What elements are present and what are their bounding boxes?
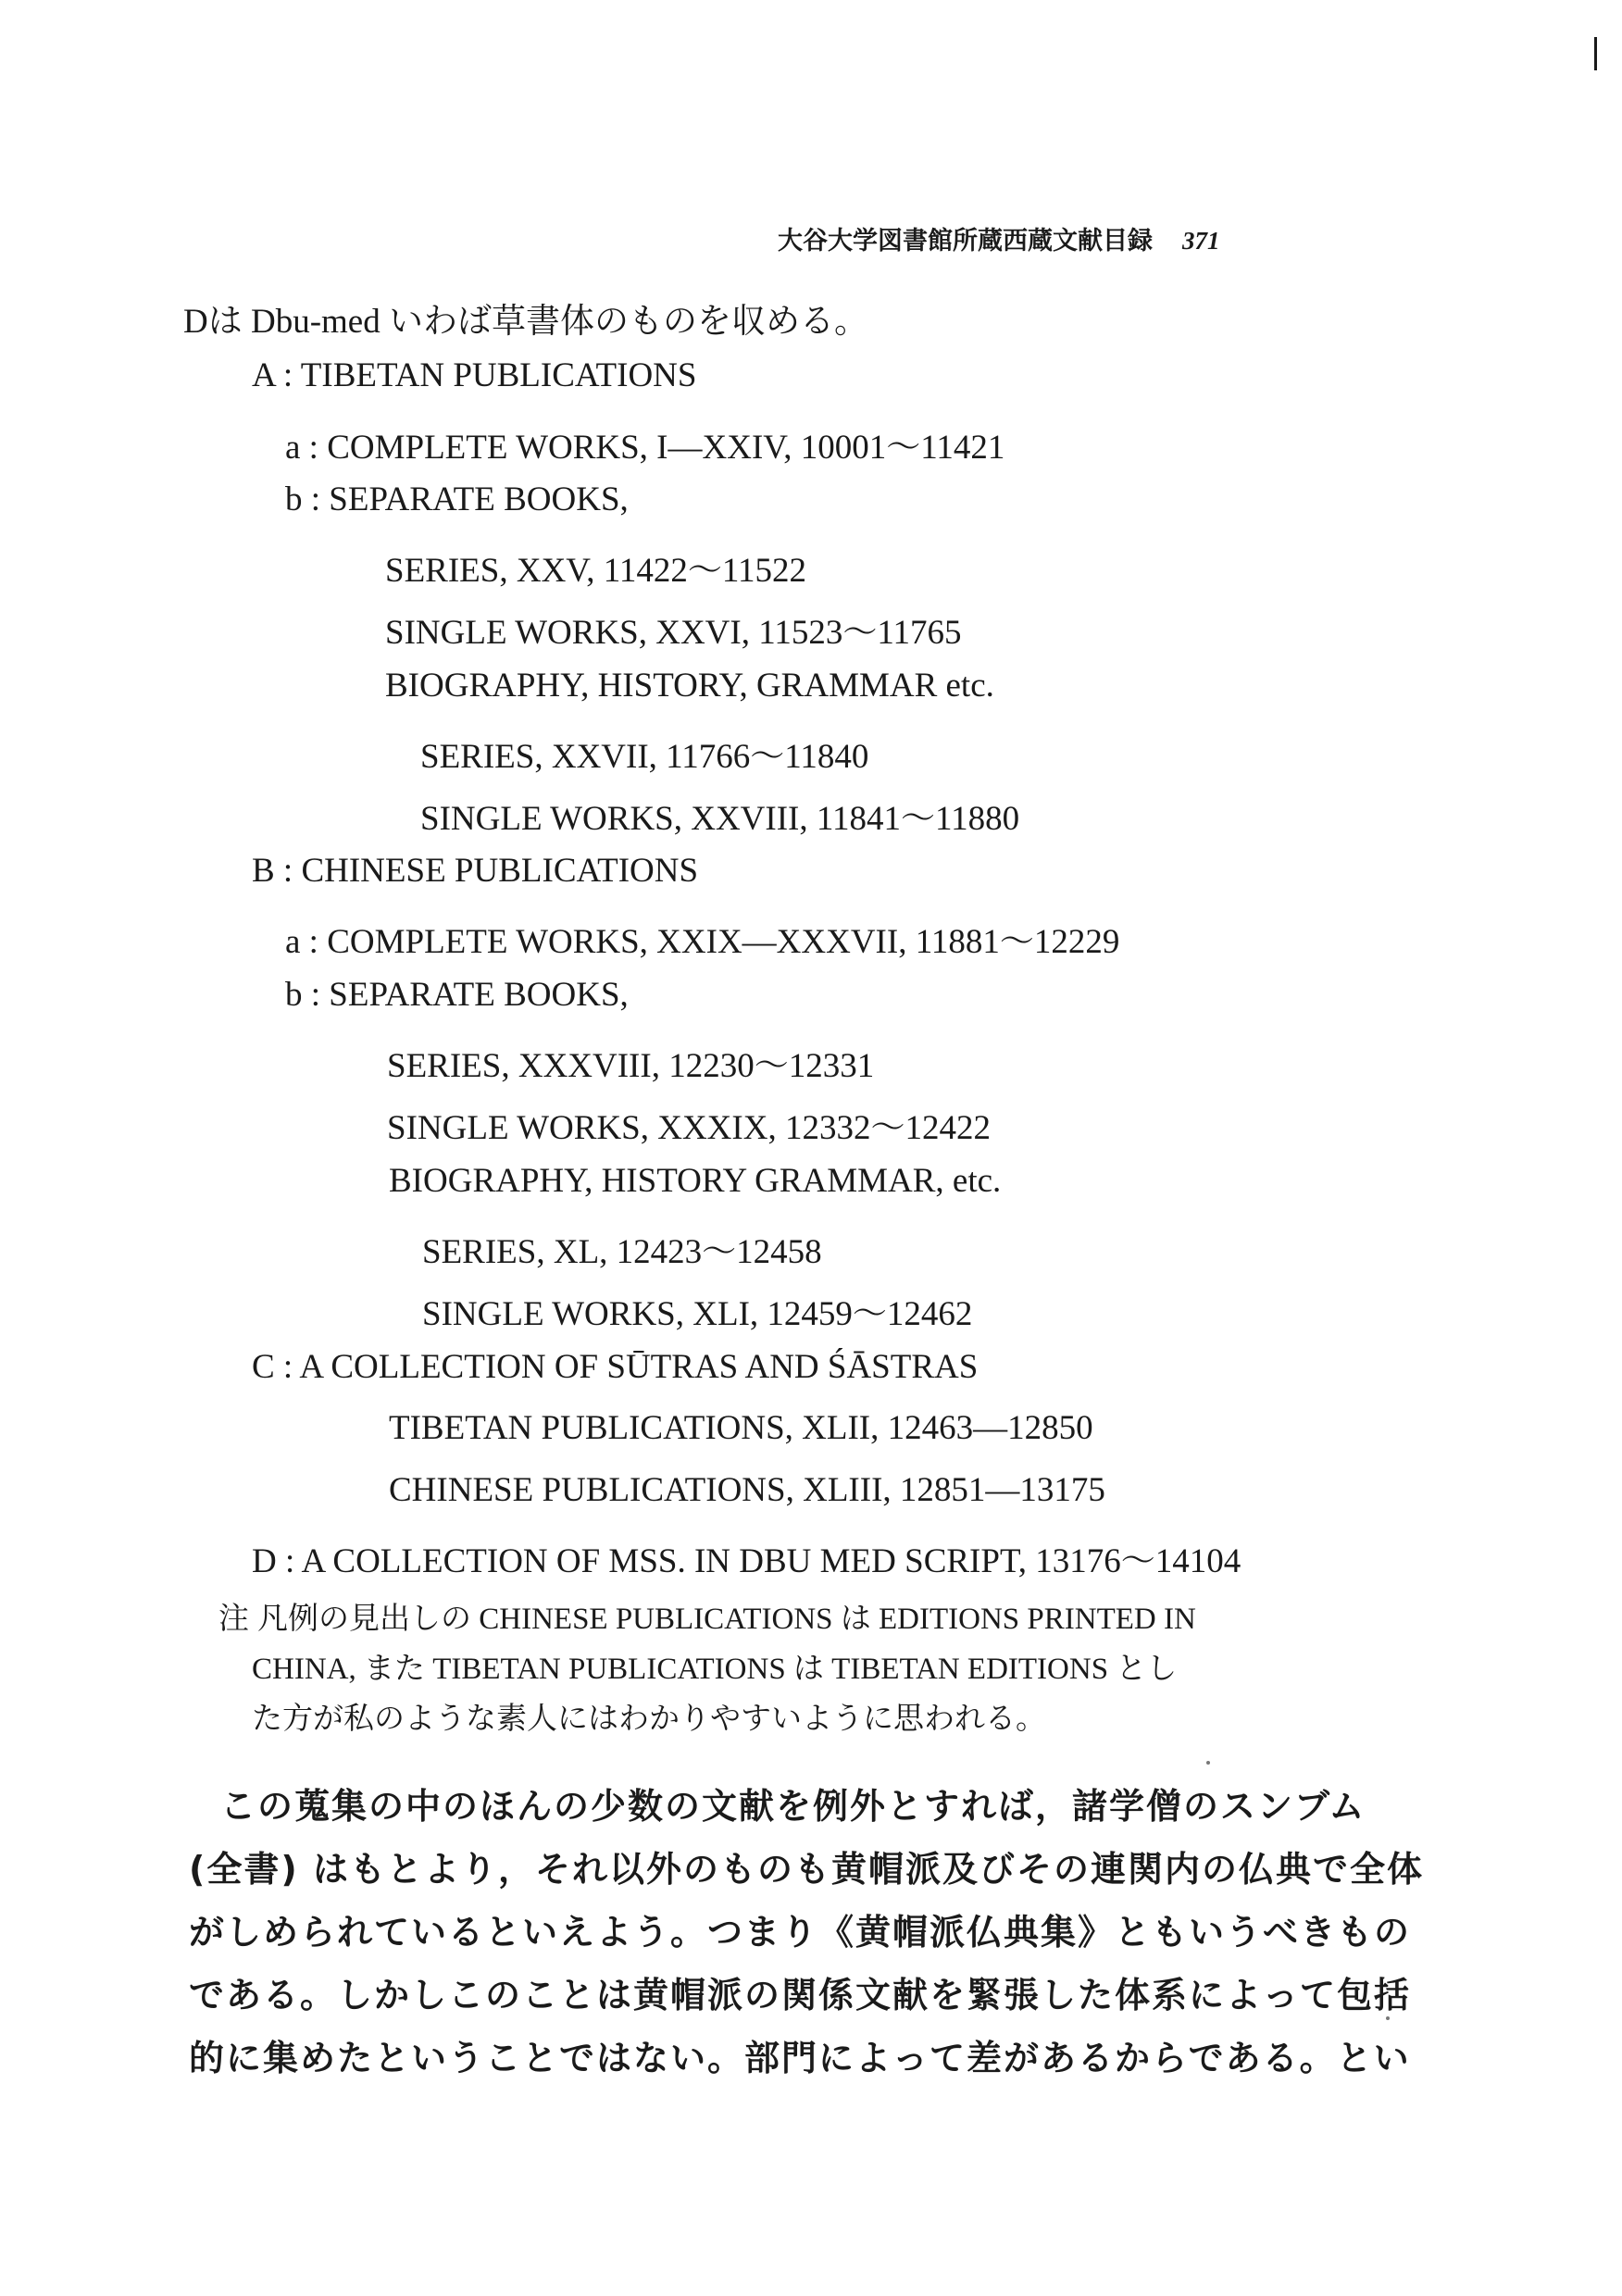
section-a-complete-works: a : COMPLETE WORKS, I—XXIV, 10001～11421 xyxy=(285,429,1005,467)
section-b-bio-series: SERIES, XL, 12423～12458 xyxy=(422,1233,822,1271)
paragraph-line-3: がしめられているといえよう。つまり《黄帽派仏典集》ともいうべきもの xyxy=(189,1912,1412,1953)
note-line-1: 凡例の見出しの CHINESE PUBLICATIONS は EDITIONS PRINTED IN xyxy=(257,1603,1196,1636)
paragraph-line-2: (全書) はもとより，それ以外のものも黄帽派及びその連関内の仏典で全体 xyxy=(189,1849,1424,1890)
note-mark: 注 xyxy=(218,1600,249,1636)
section-c-heading: C : A COLLECTION OF SŪTRAS AND ŚĀSTRAS xyxy=(252,1348,979,1386)
section-b-complete-works: a : COMPLETE WORKS, XXIX—XXXVII, 11881～12229 xyxy=(285,923,1120,961)
section-a-single-works: SINGLE WORKS, XXVI, 11523～11765 xyxy=(385,614,962,652)
speck xyxy=(1386,2016,1390,2020)
header-title: 大谷大学図書館所蔵西蔵文献目録 xyxy=(778,227,1153,256)
note-line-3: た方が私のような素人にはわかりやすいように思われる。 xyxy=(252,1703,1046,1736)
paragraph-line-1: この蒐集の中のほんの少数の文献を例外とすれば，諸学僧のスンブム xyxy=(220,1786,1366,1827)
section-c-chinese: CHINESE PUBLICATIONS, XLIII, 12851—13175 xyxy=(389,1471,1105,1509)
section-b-biography: BIOGRAPHY, HISTORY GRAMMAR, etc. xyxy=(389,1162,1002,1200)
section-a-bio-single-works: SINGLE WORKS, XXVIII, 11841～11880 xyxy=(420,800,1020,838)
intro-line: Dは Dbu-med いわば草書体のものを収める。 xyxy=(183,303,868,341)
running-header xyxy=(778,220,1220,256)
section-b-single-works: SINGLE WORKS, XXXIX, 12332～12422 xyxy=(387,1109,991,1147)
section-a-heading: A : TIBETAN PUBLICATIONS xyxy=(252,356,697,394)
edge-mark xyxy=(1594,37,1597,70)
section-a-biography: BIOGRAPHY, HISTORY, GRAMMAR etc. xyxy=(385,667,994,705)
section-b-series: SERIES, XXXVIII, 12230～12331 xyxy=(387,1047,875,1085)
section-b-separate-books: b : SEPARATE BOOKS, xyxy=(285,976,629,1014)
speck xyxy=(1206,1761,1210,1765)
section-a-bio-series: SERIES, XXVII, 11766～11840 xyxy=(420,738,869,776)
section-c-tibetan: TIBETAN PUBLICATIONS, XLII, 12463—12850 xyxy=(389,1409,1093,1447)
section-d-heading: D : A COLLECTION OF MSS. IN DBU MED SCRIPT, 13176～14104 xyxy=(252,1542,1241,1580)
section-b-bio-single-works: SINGLE WORKS, XLI, 12459～12462 xyxy=(422,1295,973,1333)
note-line-2: CHINA, また TIBETAN PUBLICATIONS は TIBETAN EDITIONS とし xyxy=(252,1653,1178,1686)
paragraph-line-4: である。しかしこのことは黄帽派の関係文献を緊張した体系によって包括 xyxy=(189,1975,1412,2015)
section-b-heading: B : CHINESE PUBLICATIONS xyxy=(252,852,699,890)
page-number: 371 xyxy=(1182,227,1220,255)
section-a-separate-books: b : SEPARATE BOOKS, xyxy=(285,480,629,518)
section-a-series: SERIES, XXV, 11422～11522 xyxy=(385,552,807,590)
paragraph-line-5: 的に集めたということではない。部門によって差があるからである。とい xyxy=(189,2038,1411,2078)
